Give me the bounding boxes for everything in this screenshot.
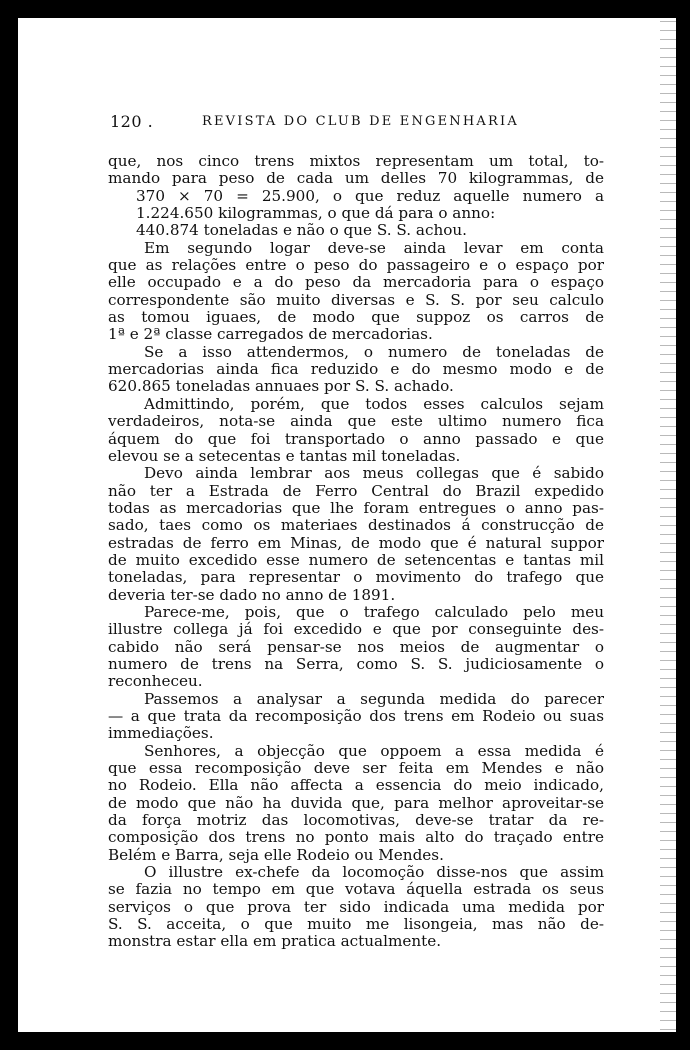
text-line: Senhores, a objecção que oppoem a essa medida é xyxy=(144,742,604,760)
running-title: REVISTA DO CLUB DE ENGENHARIA xyxy=(202,114,519,129)
text-line: cabido não será pensar-se nos meios de augmentar o xyxy=(108,638,604,656)
page-edge-scan-artifact xyxy=(660,18,676,1032)
text-line: mando para peso de cada um delles 70 kilogrammas, de xyxy=(108,170,604,188)
text-line: serviços o que prova ter sido indicada uma medida por xyxy=(108,898,604,916)
text-line: Devo ainda lembrar aos meus collegas que é sabido xyxy=(144,465,604,483)
text-line: Admittindo, porém, que todos esses calculos sejam xyxy=(144,395,604,413)
text-line: deveria ter-se dado no anno de 1891. xyxy=(108,586,396,604)
text-line: de muito excedido esse numero de setencentas e tantas mil xyxy=(108,551,604,569)
text-line: no Rodeio. Ella não affecta a essencia do meio indicado, xyxy=(108,777,604,795)
text-line: Parece-me, pois, que o trafego calculado pelo meu xyxy=(144,603,604,621)
text-line: O illustre ex-chefe da locomoção disse-nos que assim xyxy=(144,864,604,882)
text-line: elle occupado e a do peso da mercadoria para o espaço xyxy=(108,274,604,292)
text-line: Belém e Barra, seja elle Rodeio ou Mendes. xyxy=(108,846,444,864)
page-number: 120 . xyxy=(110,112,154,131)
text-line: se fazia no tempo em que votava áquella estrada os seus xyxy=(108,881,604,899)
text-line: que, nos cinco trens mixtos representam um total, to- xyxy=(108,153,604,170)
text-line: que as relações entre o peso do passageiro e o espaço por xyxy=(108,257,604,275)
text-line: da força motriz das locomotivas, deve-se tratar da re- xyxy=(108,812,604,830)
text-line: 1ª e 2ª classe carregados de mercadorias. xyxy=(108,326,433,344)
text-line: illustre collega já foi excedido e que por conseguinte des- xyxy=(108,621,604,639)
text-line: não ter a Estrada de Ferro Central do Brazil expedido xyxy=(108,482,604,500)
text-line: sado, taes como os materiaes destinados á construcção de xyxy=(108,517,604,535)
text-line: de modo que não ha duvida que, para melhor aproveitar-se xyxy=(108,794,604,812)
text-line: áquem do que foi transportado o anno passado e que xyxy=(108,430,604,448)
text-line: toneladas, para representar o movimento do trafego que xyxy=(108,569,604,587)
document-page xyxy=(18,18,660,1032)
text-line: que essa recomposição deve ser feita em Mendes e não xyxy=(108,760,604,778)
text-line: Passemos a analysar a segunda medida do parecer xyxy=(144,690,604,708)
text-line: monstra estar ella em pratica actualmente. xyxy=(108,933,442,951)
text-line: 370 × 70 = 25.900, o que reduz aquelle numero a xyxy=(136,187,604,205)
text-line: Em segundo logar deve-se ainda levar em conta xyxy=(144,239,604,257)
text-line: todas as mercadorias que lhe foram entregues o anno pas- xyxy=(108,499,604,517)
text-line: immediações. xyxy=(108,725,214,743)
text-line: verdadeiros, nota-se ainda que este ultimo numero fica xyxy=(108,413,604,431)
text-line: reconheceu. xyxy=(108,673,203,691)
text-line: 440.874 toneladas e não o que S. S. achou. xyxy=(136,222,468,240)
text-line: mercadorias ainda fica reduzido e do mesmo modo e de xyxy=(108,361,604,379)
text-line: as tomou iguaes, de modo que suppoz os carros de xyxy=(108,309,604,327)
text-line: numero de trens na Serra, como S. S. judiciosamente o xyxy=(108,655,604,673)
text-line: Se a isso attendermos, o numero de toneladas de xyxy=(144,343,604,361)
page-header xyxy=(110,112,610,134)
text-line: 620.865 toneladas annuaes por S. S. achado. xyxy=(108,378,454,396)
text-line: — a que trata da recomposição dos trens em Rodeio ou suas xyxy=(108,708,604,725)
text-line: correspondente são muito diversas e S. S. por seu calculo xyxy=(108,291,604,309)
text-line: composição dos trens no ponto mais alto do traçado entre xyxy=(108,829,604,847)
body-text xyxy=(108,153,604,951)
text-line: estradas de ferro em Minas, de modo que é natural suppor xyxy=(108,534,604,552)
text-line: elevou se a setecentas e tantas mil toneladas. xyxy=(108,447,461,465)
text-line: S. S. acceita, o que muito me lisongeia, mas não de- xyxy=(108,916,604,934)
text-line: 1.224.650 kilogrammas, o que dá para o anno: xyxy=(136,205,496,223)
